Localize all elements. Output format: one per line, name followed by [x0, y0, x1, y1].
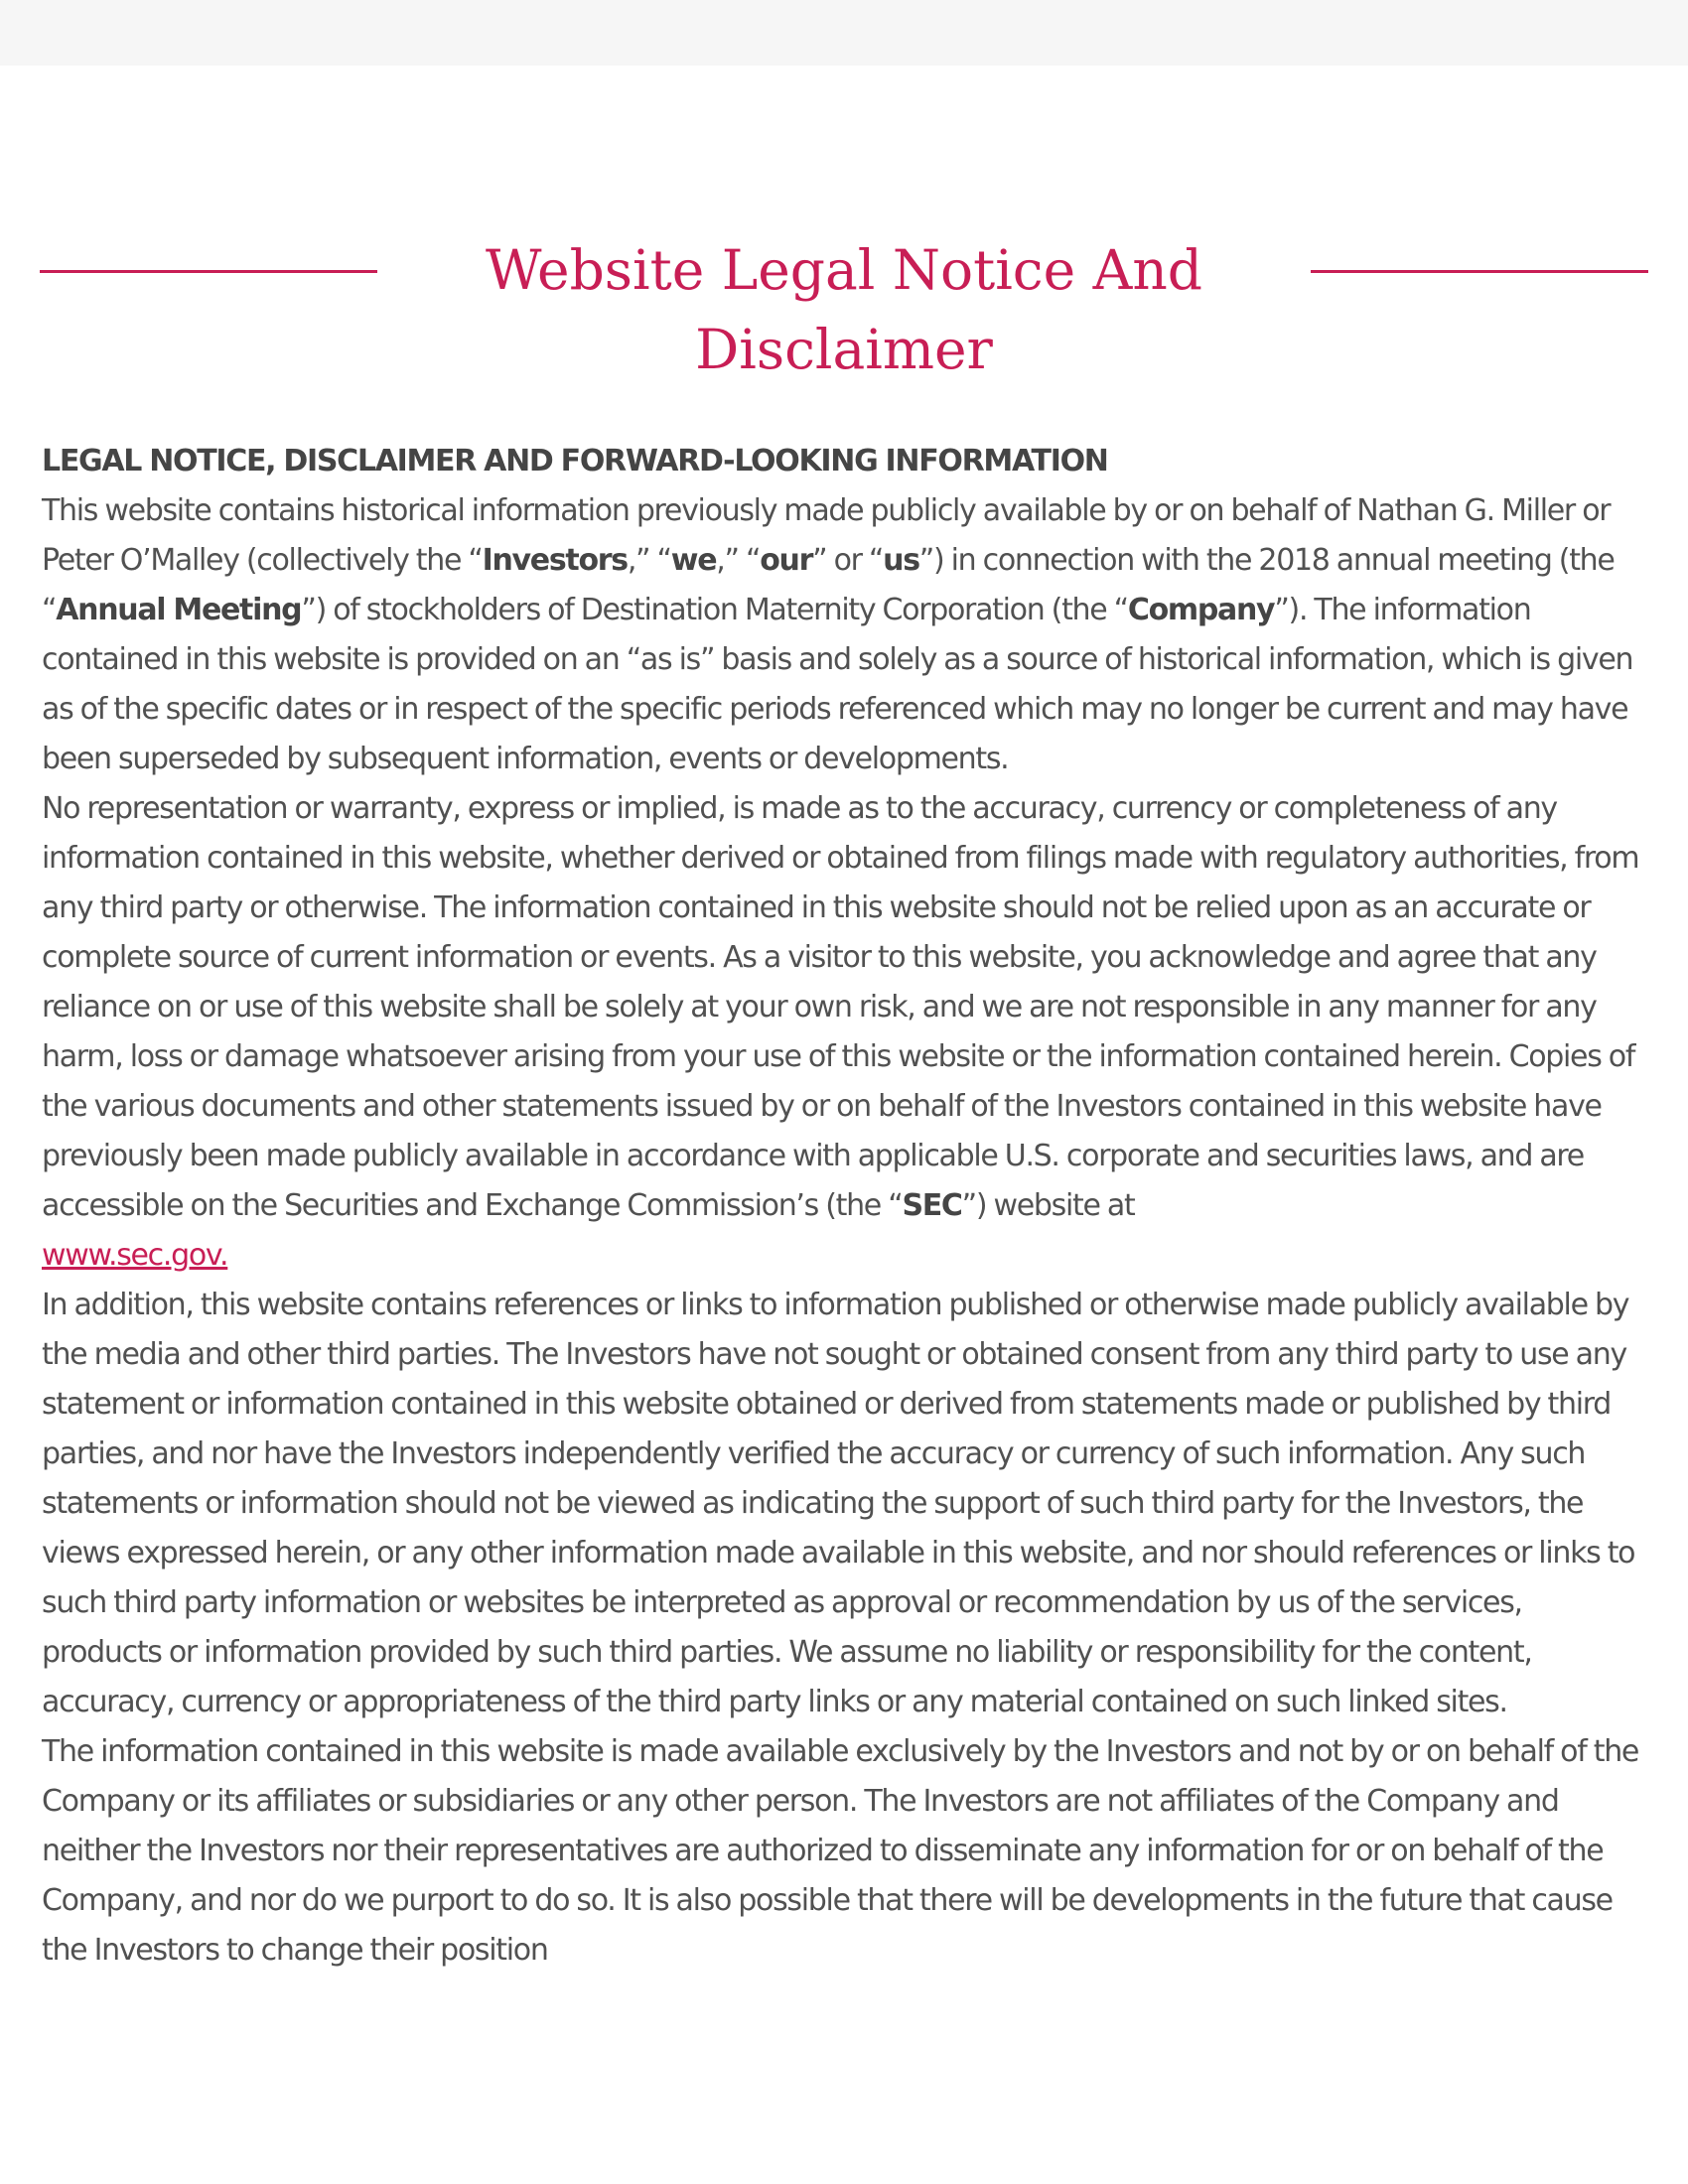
- term-we: we: [670, 543, 717, 578]
- term-investors: Investors: [482, 543, 628, 578]
- paragraph-3: In addition, this website contains references or links to information published or otherwise made publicly available by the media and other third parties. The Investors have not sought or obtained consent from any third party to use any statement or information contained in this website obtained or derived from statements made or published by third parties, and nor have the Investors independently verified the accuracy or currency of such information. Any such statements or information should not be viewed as indicating the support of such third party for the Investors, the views expressed herein, or any other information made available in this website, and nor should references or links to such third party information or websites be interpreted as approval or recommendation by us of the services, products or information provided by such third parties. We assume no liability or responsibility for the content, accuracy, currency or appropriateness of the third party links or any material contained on such linked sites.: [42, 1288, 1635, 1719]
- paragraph-2: No representation or warranty, express or implied, is made as to the accuracy, currency or completeness of any information contained in this website, whether derived or obtained from filings made with regulatory authorities, from any third party or otherwise. The information contained in this website should not be relied upon as an accurate or complete source of current information or events. As a visitor to this website, you acknowledge and agree that any reliance on or use of this website shall be solely at your own risk, and we are not responsible in any manner for any harm, loss or damage whatsoever arising from your use of this website or the information contained herein. Copies of the various documents and other statements issued by or on behalf of the Investors contained in this website have previously been made publicly available in accordance with applicable U.S. corporate and securities laws, and are accessible on the Securities and Exchange Commission’s (the “SEC”) website at www.sec.gov.: [42, 791, 1639, 1273]
- term-us: us: [883, 543, 919, 578]
- section-heading: LEGAL NOTICE, DISCLAIMER AND FORWARD-LOOKING INFORMATION: [42, 444, 1108, 478]
- page-title: Website Legal Notice And Disclaimer: [485, 238, 1202, 381]
- term-sec: SEC: [902, 1188, 962, 1223]
- term-our: our: [760, 543, 813, 578]
- title-rule-left: [40, 270, 377, 273]
- paragraph-1: This website contains historical information previously made publicly available by or on behalf of Nathan G. Miller or Peter O’Malley (collectively the “Investors,” “we,” “our” or “us”) in connection with the 2018 annual meeting (the “Annual Meeting”) of stockholders of Destination Maternity Corporation (the “Company”). The information contained in this website is provided on an “as is” basis and solely as a source of historical information, which is given as of the specific dates or in respect of the specific periods referenced which may no longer be current and may have been superseded by subsequent information, events or developments.: [42, 493, 1633, 776]
- term-company: Company: [1127, 593, 1275, 627]
- title-row: [40, 230, 1648, 381]
- disclaimer-content: [42, 437, 1642, 1976]
- title-rule-right: [1311, 270, 1648, 273]
- sec-gov-link[interactable]: www.sec.gov.: [42, 1238, 228, 1273]
- top-bar: [0, 0, 1688, 66]
- term-annual-meeting: Annual Meeting: [56, 593, 302, 627]
- paragraph-4: The information contained in this website is made available exclusively by the Investors and not by or on behalf of the Company or its affiliates or subsidiaries or any other person. The Investors are not affiliates of the Company and neither the Investors nor their representatives are authorized to disseminate any information for or on behalf of the Company, and nor do we purport to do so. It is also possible that there will be developments in the future that cause the Investors to change their position: [42, 1734, 1639, 1968]
